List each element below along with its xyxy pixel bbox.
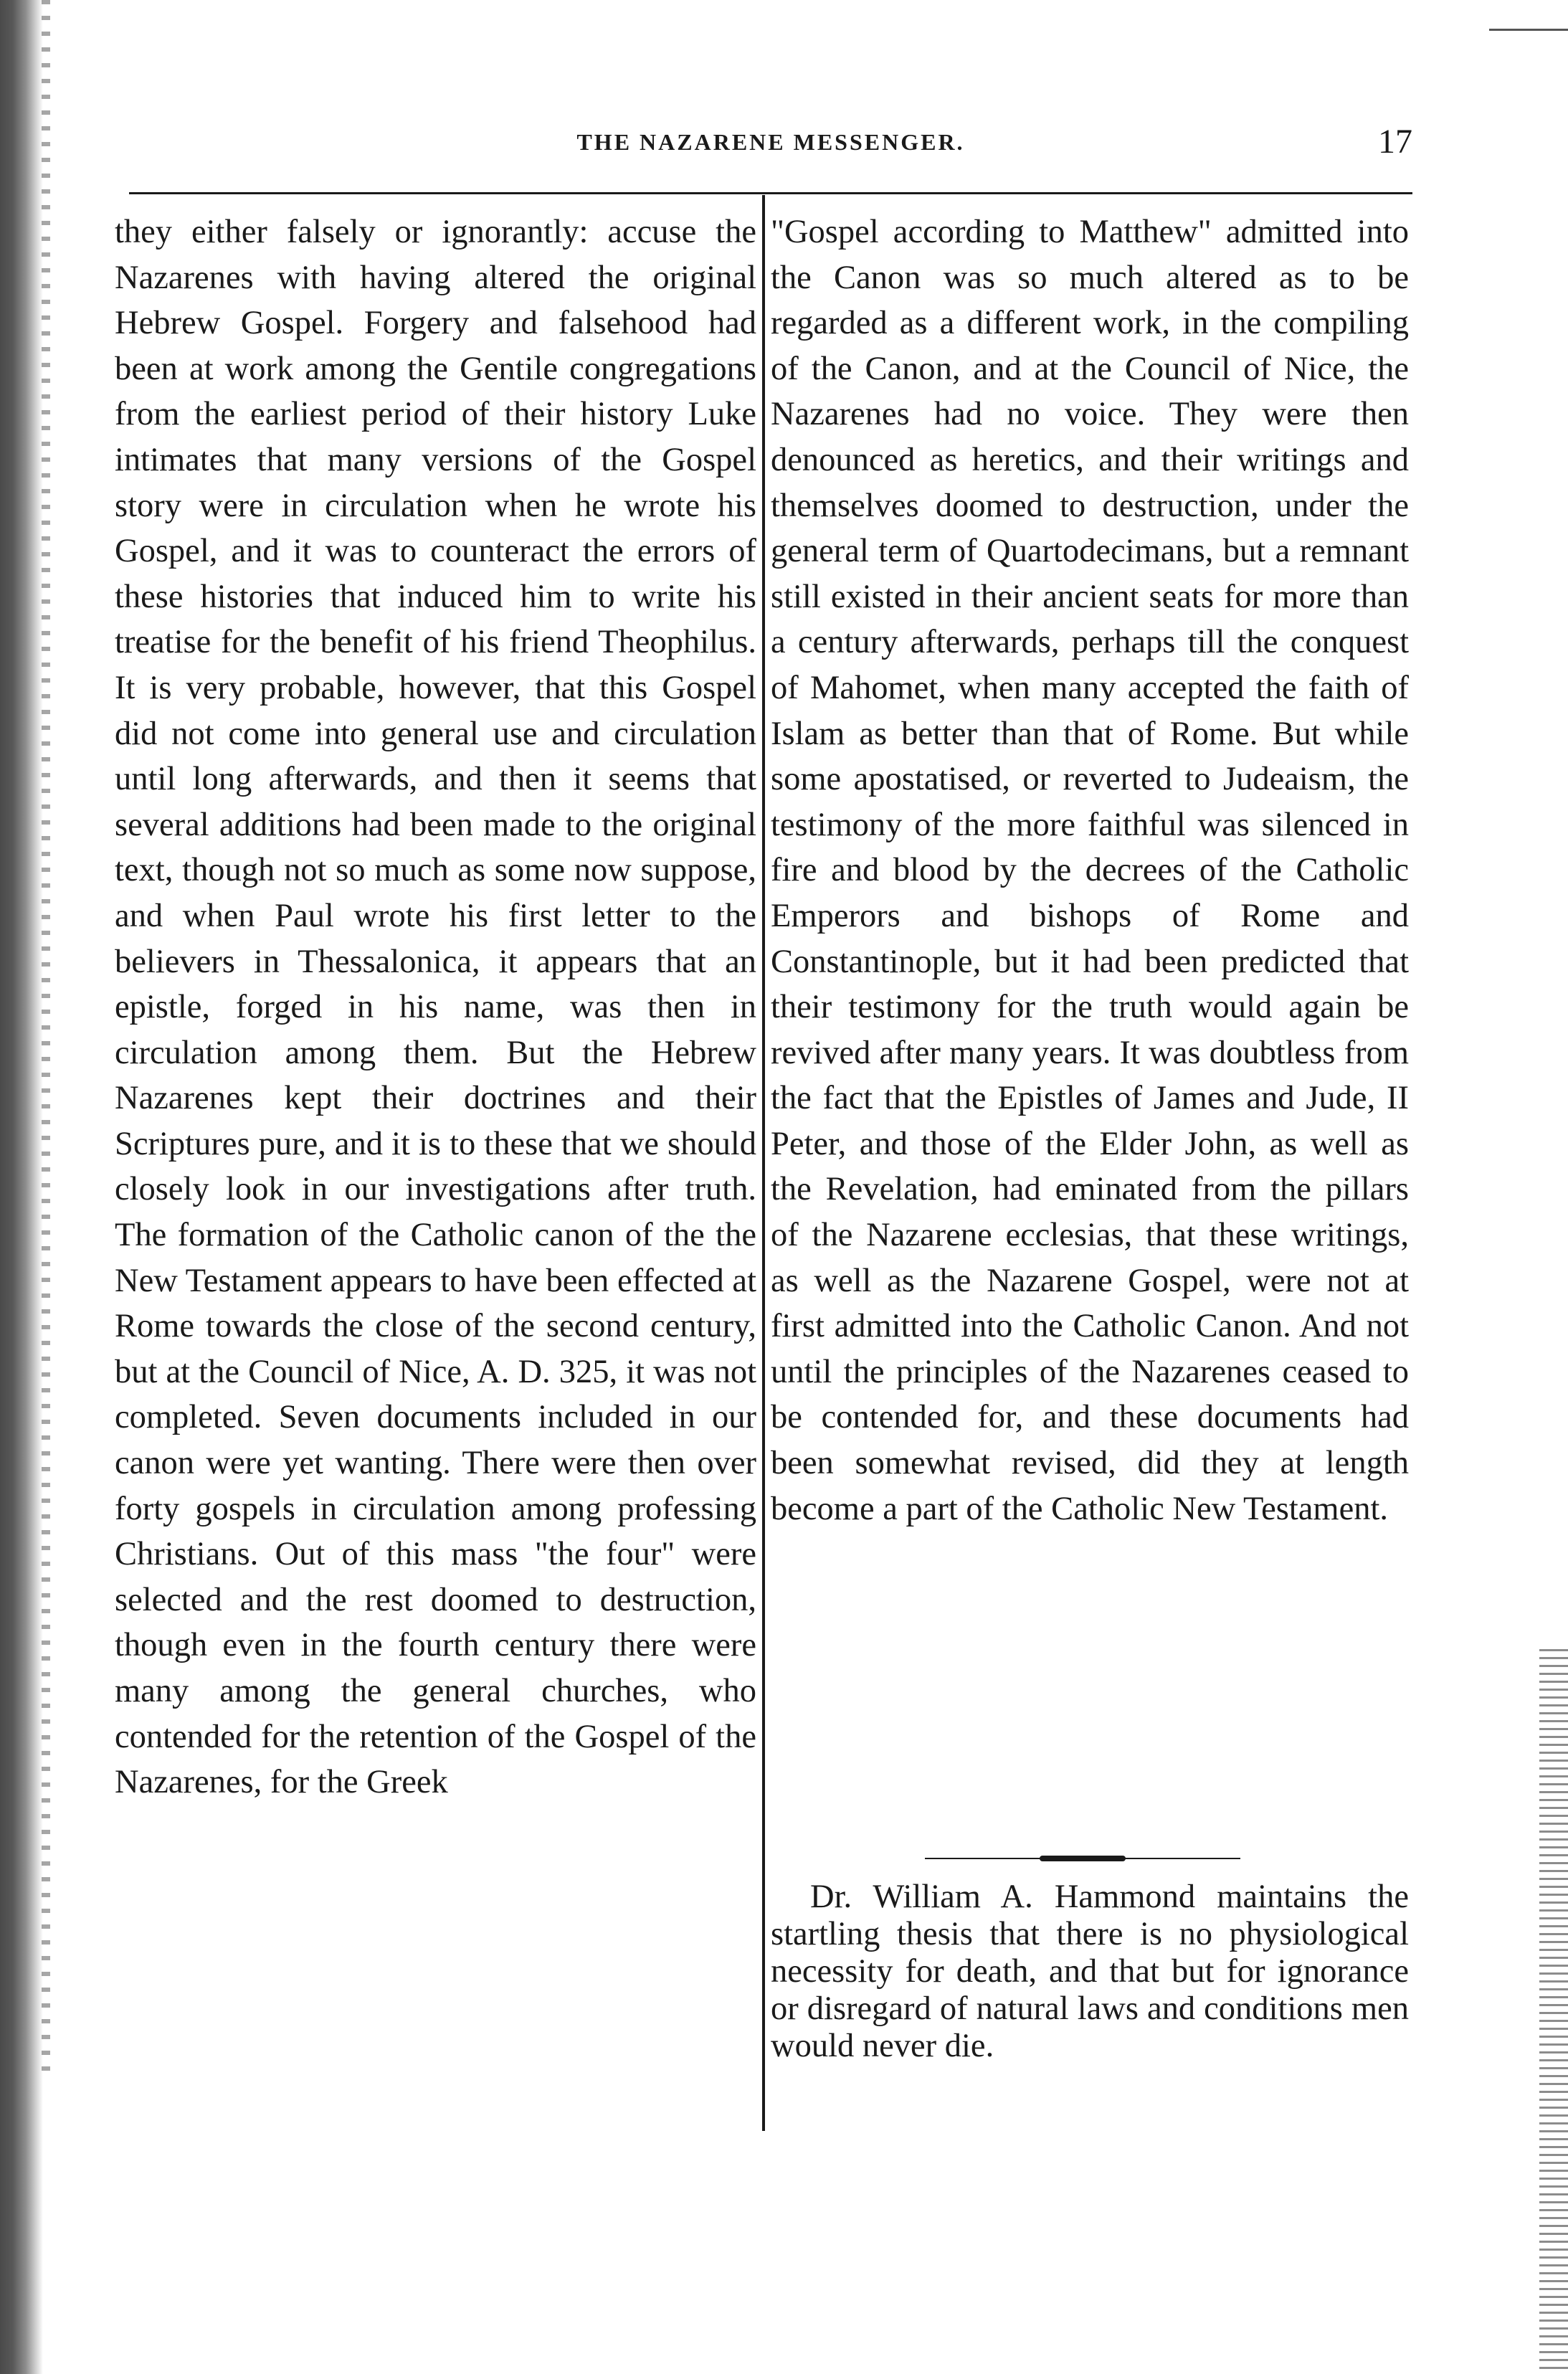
header-rule <box>129 192 1412 194</box>
section-divider <box>925 1856 1240 1861</box>
binding-shadow <box>0 0 43 2374</box>
page-number: 17 <box>1378 123 1412 161</box>
binding-speckle <box>42 0 50 2079</box>
right-column-text: "Gospel according to Matthew" admitted into the Canon was so much altered as to be regarded as a different work, in the compiling of the Canon, and at the Council of Nice, the Nazarenes had no voice. They were then denounced as heretics, and their writings and themselves doomed to destruction, under the general term of Quartodecimans, but a remnant still existed in their ancient seats for more than a century afterwards, perhaps till the conquest of Mahomet, when many accepted the faith of Islam as better than that of Rome. But while some apostatised, or reverted to Judeaism, the testimony of the more faithful was silenced in fire and blood by the decrees of the Catholic Emperors and bishops of Rome and Constantinople, but it had been predicted that their testimony for the truth would again be revived after many years. It was doubtless from the fact that the Epistles of James and Jude, II Peter, and those of the Elder John, as well as the Revelation, had eminated from the pillars of the Nazarene ecclesias, that these writings, as well as the Nazarene Gospel, were not at first admitted into the Catholic Canon. And not until the principles of the Nazarenes ceased to be contended for, and these documents had been somewhat revised, did they at length become a part of the Catholic New Testament. <box>771 214 1409 1527</box>
divider-ornament <box>1040 1856 1126 1861</box>
column-divider <box>762 195 765 2131</box>
left-column-text: they either falsely or ignorantly: accuse the Nazarenes with having altered the original Hebrew Gospel. Forgery and falsehood had been at work among the Gentile congregations from the earliest period of their history Luke intimates that many versions of the Gospel story were in circulation when he wrote his Gospel, and it was to counteract the errors of these histories that induced him to write his treatise for the benefit of his friend Theophilus. It is very probable, however, that this Gospel did not come into general use and circulation until long afterwards, and then it seems that several additions had been made to the original text, though not so much as some now suppose, and when Paul wrote his first letter to the believers in Thessalonica, it appears that an epistle, forged in his name, was then in circulation among them. But the Hebrew Nazarenes kept their doctrines and their Scriptures pure, and it is to these that we should closely look in our investigations after truth. The formation of the Catholic canon of the the New Testament appears to have been effected at Rome towards the close of the second century, but at the Council of Nice, A. D. 325, it was not completed. Seven documents included in our canon were yet wanting. There were then over forty gospels in circulation among professing Christians. Out of this mass "the four" were selected and the rest doomed to destruction, though even in the fourth century there were many among the general churches, who contended for the retention of the Gospel of the Nazarenes, for the Greek <box>115 214 756 1801</box>
page-edge-dash <box>1489 29 1568 31</box>
page-header <box>129 123 1412 172</box>
note-text: Dr. William A. Hammond maintains the startling thesis that there is no physiological necessity for death, and that but for ignorance or disregard of natural laws and conditions men would never die. <box>771 1879 1409 2064</box>
right-column <box>771 209 1409 1532</box>
note-paragraph <box>771 1879 1409 2065</box>
running-head: THE NAZARENE MESSENGER. <box>576 129 965 155</box>
left-column <box>115 209 756 1805</box>
page-edge-marks <box>1539 1649 1568 2374</box>
